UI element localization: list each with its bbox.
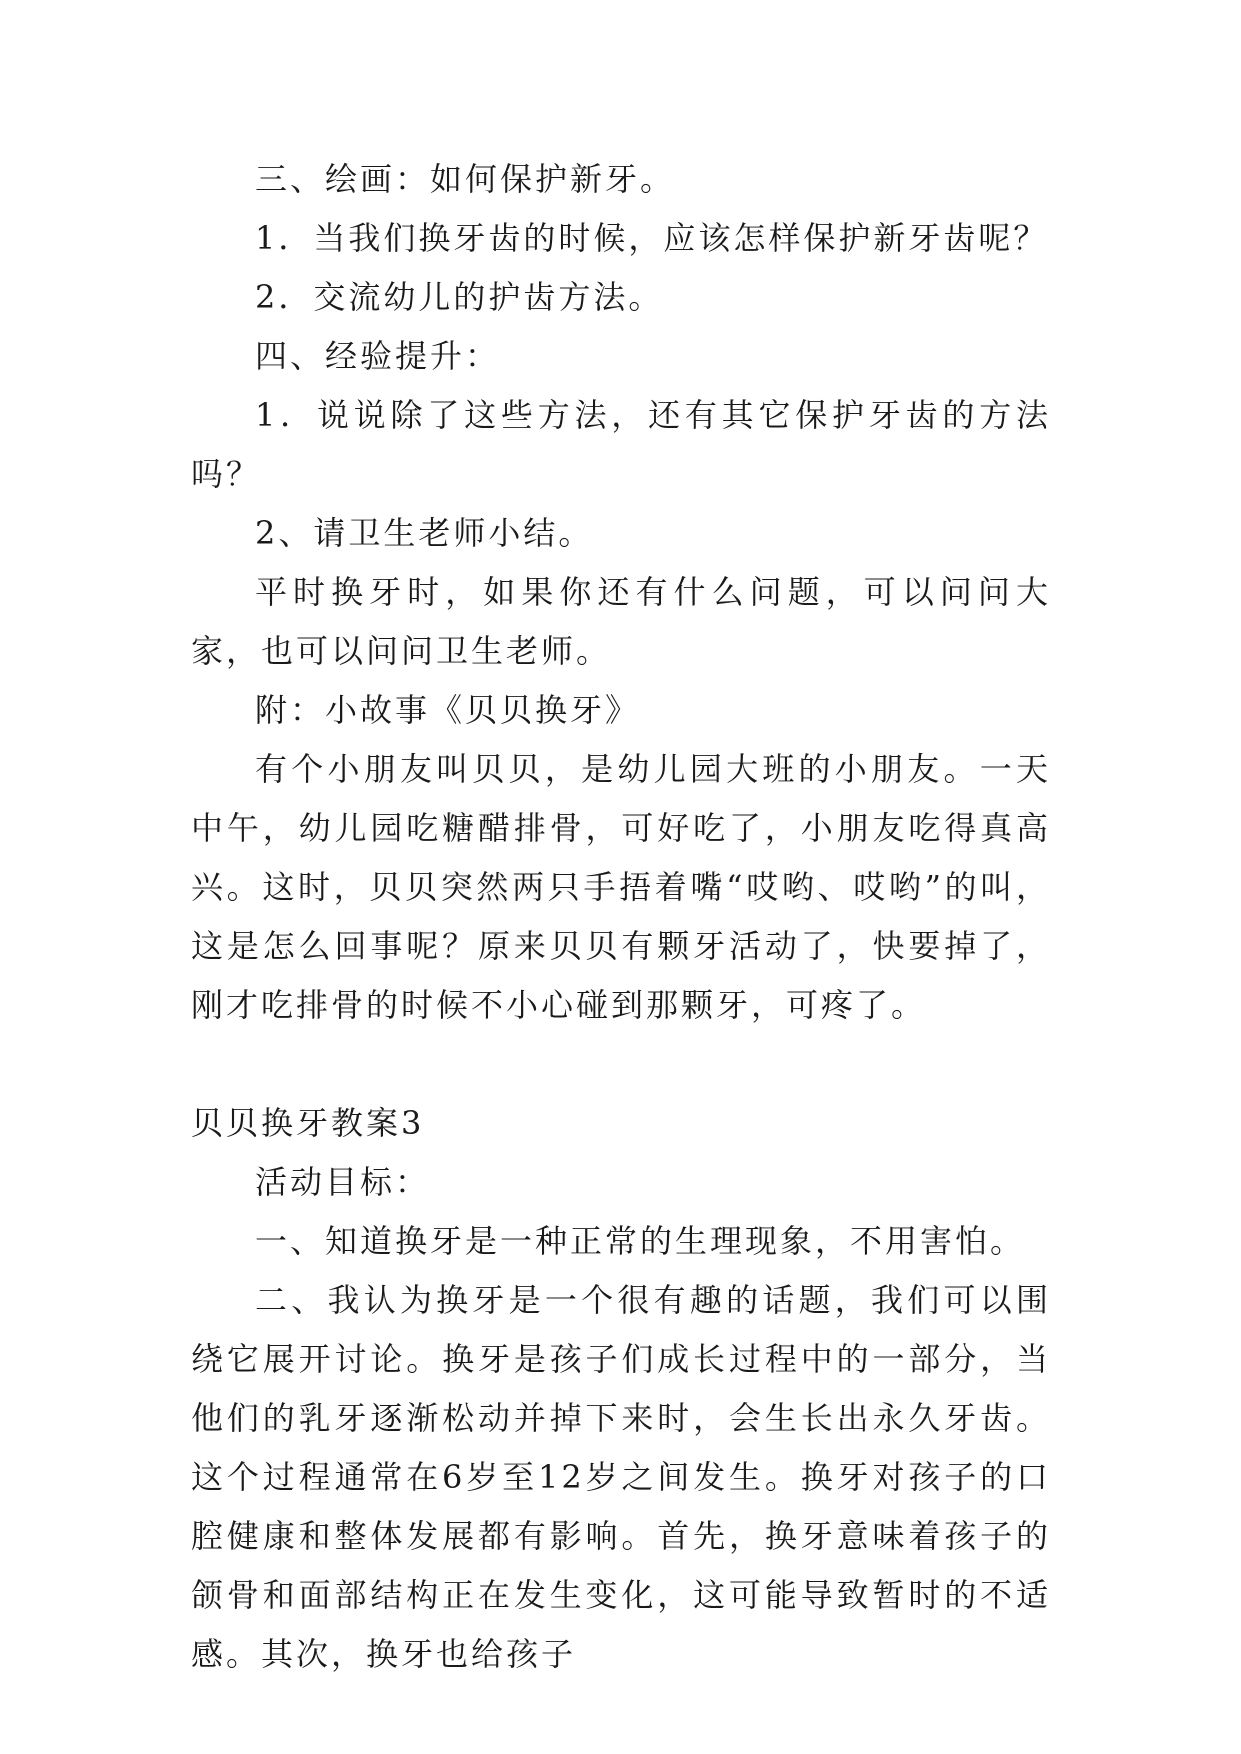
list-item: 1．当我们换牙齿的时候，应该怎样保护新牙齿呢？ (255, 219, 1049, 257)
section-heading-drawing: 三、绘画：如何保护新牙。 (255, 160, 676, 198)
section-gap (191, 1035, 1051, 1094)
document-body (191, 150, 1051, 1684)
section-heading-experience: 四、经验提升： (255, 337, 501, 375)
list-item: 1．说说除了这些方法，还有其它保护牙齿的方法吗？ (191, 396, 1051, 493)
goals-label: 活动目标： (255, 1163, 431, 1201)
goal-paragraph: 二、我认为换牙是一个很有趣的话题，我们可以围绕它展开讨论。换牙是孩子们成长过程中的一部分，当他们的乳牙逐渐松动并掉下来时，会生长出永久牙齿。这个过程通常在6岁至12岁之间发生。换牙对孩子的口腔健康和整体发展都有影响。首先，换牙意味着孩子的颌骨和面部结构正在发生变化，这可能导致暂时的不适感。其次，换牙也给孩子 (191, 1281, 1051, 1673)
story-title: 附：小故事《贝贝换牙》 (255, 691, 641, 729)
lesson-title: 贝贝换牙教案3 (191, 1104, 425, 1142)
goal-item: 一、知道换牙是一种正常的生理现象，不用害怕。 (255, 1222, 1026, 1260)
list-item: 2．交流幼儿的护齿方法。 (255, 278, 664, 316)
closing-paragraph: 平时换牙时，如果你还有什么问题，可以问问大家，也可以问问卫生老师。 (191, 573, 1051, 670)
story-paragraph: 有个小朋友叫贝贝，是幼儿园大班的小朋友。一天中午，幼儿园吃糖醋排骨，可好吃了，小朋友吃得真高兴。这时，贝贝突然两只手捂着嘴“哎哟、哎哟”的叫，这是怎么回事呢？原来贝贝有颗牙活动了，快要掉了，刚才吃排骨的时候不小心碰到那颗牙，可疼了。 (191, 750, 1051, 1024)
list-item: 2、请卫生老师小结。 (255, 514, 594, 552)
